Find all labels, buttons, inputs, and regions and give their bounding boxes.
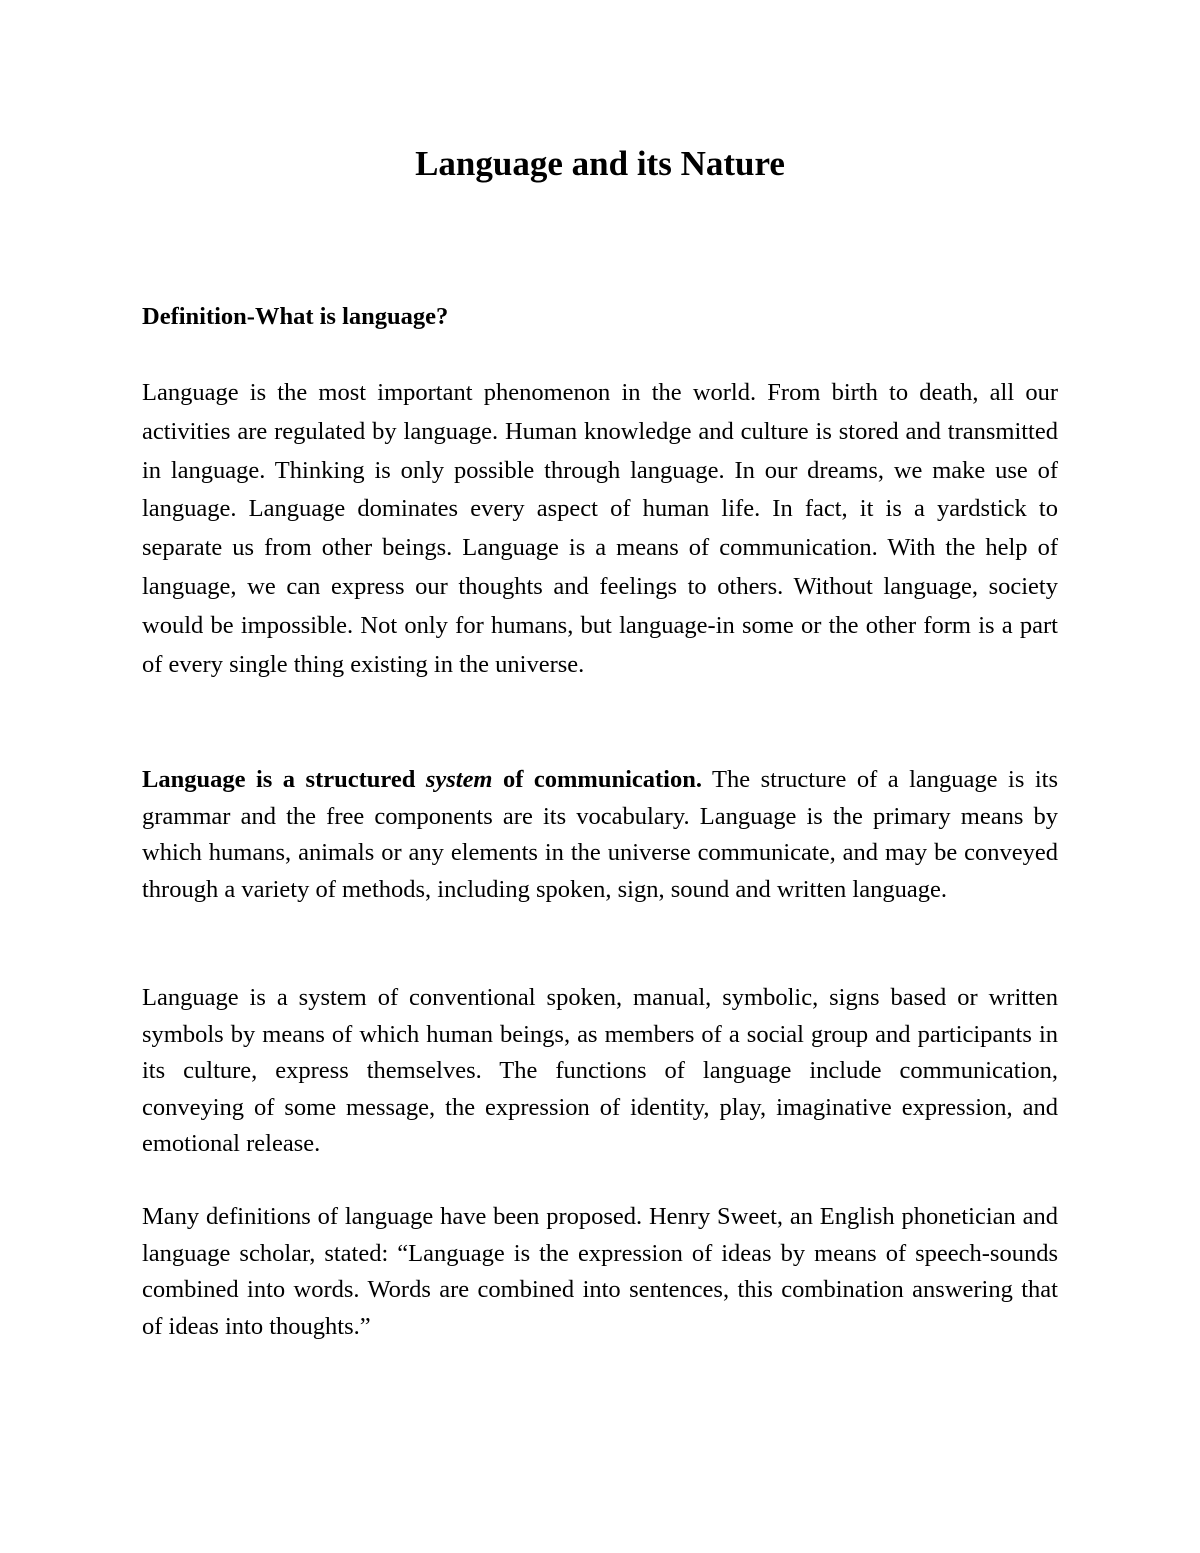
paragraph-1: Language is the most important phenomenon in the world. From birth to death, all our activities are regulated by language. Human knowledge and culture is stored and transmitted in language. Thinking is only possible through language. In our dreams, we make use of language. Language dominates every aspect of human life. In fact, it is a yardstick to separate us from other beings. Language is a means of communication. With the help of language, we can express our thoughts and feelings to others. Without language, society would be impossible. Not only for humans, but language-in some or the other form is a part of every single thing existing in the universe. bbox=[142, 379, 1058, 678]
section-heading: Definition-What is language? bbox=[142, 303, 449, 330]
paragraph-2-bold-tail: of communication. bbox=[492, 766, 702, 793]
paragraph-2-bold-lead: Language is a structured bbox=[142, 766, 426, 793]
paragraph-2-emphasis-word: system bbox=[425, 766, 493, 793]
page-title: Language and its Nature bbox=[415, 144, 785, 183]
paragraph-2-rest: The structure of a language is its grammar and the free components are its vocabulary. Language is the primary means by which humans, animals or any elements in the universe communicate, and may be conveyed through a variety of methods, including spoken, sign, sound and written language. bbox=[142, 766, 1058, 903]
paragraph-3: Language is a system of conventional spoken, manual, symbolic, signs based or written symbols by means of which human beings, as members of a social group and participants in its culture, express themselves. The functions of language include communication, conveying of some message, the expression of identity, play, imaginative expression, and emotional release. bbox=[142, 984, 1058, 1157]
paragraph-2 bbox=[142, 762, 1058, 908]
paragraph-4: Many definitions of language have been proposed. Henry Sweet, an English phonetician and language scholar, stated: “Language is the expression of ideas by means of speech-sounds combined into words. Words are combined into sentences, this combination answering that of ideas into thoughts.” bbox=[142, 1203, 1058, 1340]
